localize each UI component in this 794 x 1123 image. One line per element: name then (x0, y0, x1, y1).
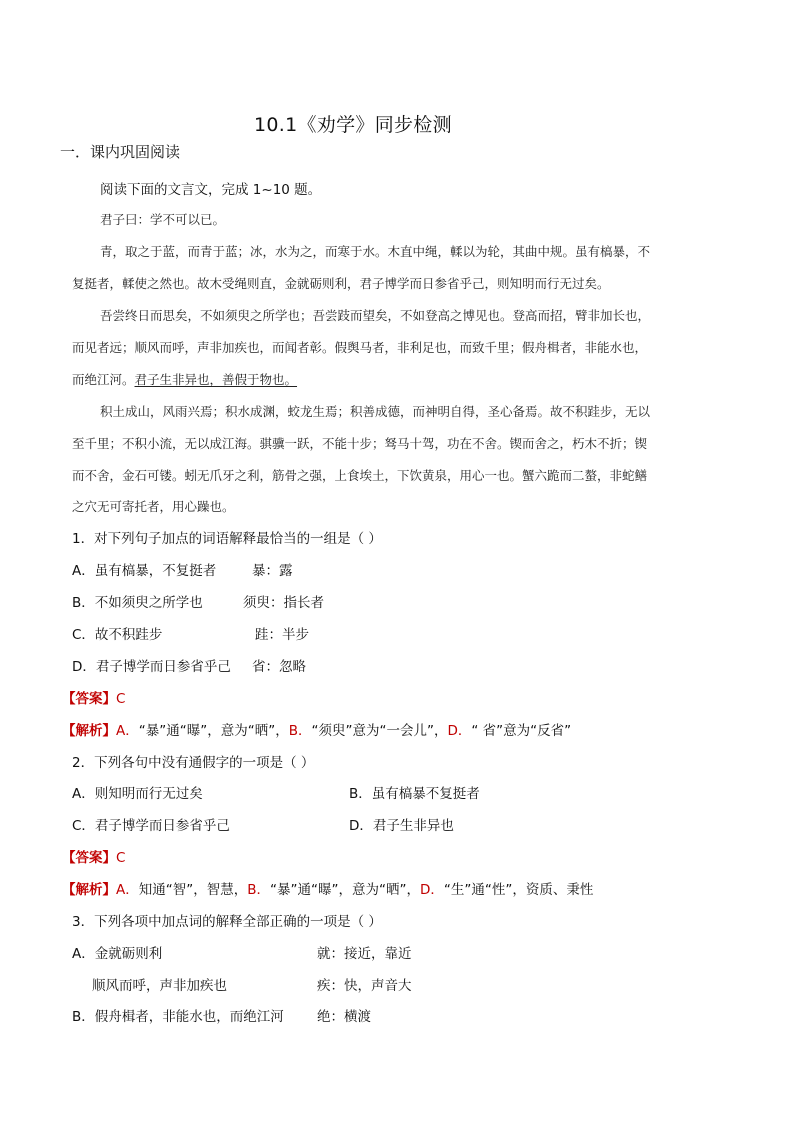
analysis-text: “暴”通“曝”，意为“晒”， (270, 882, 420, 898)
analysis-marker: D． (447, 723, 472, 739)
answer-value: C (116, 691, 126, 707)
passage-line: 之穴无可寄托者，用心躁也。 (72, 499, 235, 514)
q1-option-a-gloss: 暴：露 (252, 563, 293, 579)
passage-text: 而绝江河。 (72, 372, 135, 387)
analysis-text: “暴”通“曝”，意为“晒”， (138, 723, 289, 739)
passage-line: 青，取之于蓝，而青于蓝；冰，水为之，而寒于水。木直中绳，輮以为轮，其曲中规。虽有槁暴，不 (100, 244, 651, 259)
question-3-stem: 3．下列各项中加点词的解释全部正确的一项是（ ） (72, 914, 382, 930)
passage-line: 而见者远；顺风而呼，声非加疾也，而闻者彰。假舆马者，非利足也，而致千里；假舟楫者，非能水也， (72, 340, 648, 355)
q3-option-b-gloss: 绝：横渡 (317, 1009, 371, 1025)
q1-option-c: C．故不积跬步 (72, 627, 163, 643)
passage-line: 而不舍，金石可镂。蚓无爪牙之利，筋骨之强，上食埃土，下饮黄泉，用心一也。蟹六跪而二螯，非蛇鳝 (72, 468, 648, 483)
analysis-marker: B． (288, 723, 312, 739)
q1-option-b: B．不如须臾之所学也 (72, 595, 203, 611)
analysis-marker: B． (247, 882, 271, 898)
q1-option-d: D．君子博学而日参省乎己 (72, 659, 231, 675)
underlined-sentence: 君子生非异也，善假于物也。 (134, 372, 298, 387)
q2-option-b: B．虽有槁暴不复挺者 (349, 786, 480, 802)
q1-option-b-gloss: 须臾：指长者 (243, 595, 324, 611)
answer-label: 【答案】 (62, 691, 116, 707)
page-title: 10.1《劝学》同步检测 (254, 114, 452, 136)
reading-instruction: 阅读下面的文言文，完成 1~10 题。 (100, 182, 322, 198)
q3-option-a-second-gloss: 疾：快，声音大 (317, 978, 412, 994)
q3-option-a: A．金就砺则利 (72, 946, 163, 962)
q2-option-d: D．君子生非异也 (349, 818, 454, 834)
q1-option-a: A．虽有槁暴，不复挺者 (72, 563, 217, 579)
q1-answer (62, 687, 125, 707)
q3-option-a-gloss: 就：接近，靠近 (317, 946, 412, 962)
q1-option-c-gloss: 跬：半步 (255, 627, 309, 643)
analysis-label: 【解析】 (62, 882, 116, 898)
analysis-text: 知通“智”，智慧， (138, 882, 248, 898)
passage-line: 君子曰：学不可以已。 (100, 212, 226, 227)
passage-line (72, 370, 297, 388)
answer-label: 【答案】 (62, 850, 116, 866)
q3-option-b: B．假舟楫者，非能水也，而绝江河 (72, 1009, 284, 1025)
q2-answer (62, 846, 125, 866)
analysis-label: 【解析】 (62, 723, 116, 739)
q1-option-d-gloss: 省：忽略 (252, 659, 306, 675)
passage-line: 复挺者，輮使之然也。故木受绳则直，金就砺则利，君子博学而日参省乎己，则知明而行无过矣。 (72, 276, 610, 291)
passage-line: 积土成山，风雨兴焉；积水成渊，蛟龙生焉；积善成德，而神明自得，圣心备焉。故不积跬步，无以 (100, 404, 651, 419)
q2-option-a: A．则知明而行无过矣 (72, 786, 203, 802)
passage-line: 至千里；不积小流，无以成江海。骐骥一跃，不能十步；驽马十驾，功在不舍。锲而舍之，朽木不折；锲 (72, 436, 648, 451)
q1-analysis (62, 719, 571, 739)
analysis-marker: D． (419, 882, 444, 898)
analysis-text: “须臾”意为“一会儿”， (311, 723, 448, 739)
q2-option-c: C．君子博学而日参省乎己 (72, 818, 230, 834)
analysis-marker: A． (116, 723, 139, 739)
passage-line: 吾尝终日而思矣，不如须臾之所学也；吾尝跂而望矣，不如登高之博见也。登高而招，臂非加长也， (100, 308, 651, 323)
question-1-stem: 1．对下列句子加点的词语解释最恰当的一组是（ ） (72, 531, 382, 547)
analysis-marker: A． (116, 882, 139, 898)
answer-value: C (116, 850, 126, 866)
analysis-text: “生”通“性”，资质、秉性 (443, 882, 594, 898)
analysis-text: “ 省”意为“反省” (471, 723, 572, 739)
q3-option-a-second: 顺风而呼，声非加疾也 (92, 978, 227, 994)
section-heading: 一．课内巩固阅读 (60, 143, 181, 161)
q2-analysis (62, 878, 593, 898)
question-2-stem: 2．下列各句中没有通假字的一项是（ ） (72, 755, 315, 771)
